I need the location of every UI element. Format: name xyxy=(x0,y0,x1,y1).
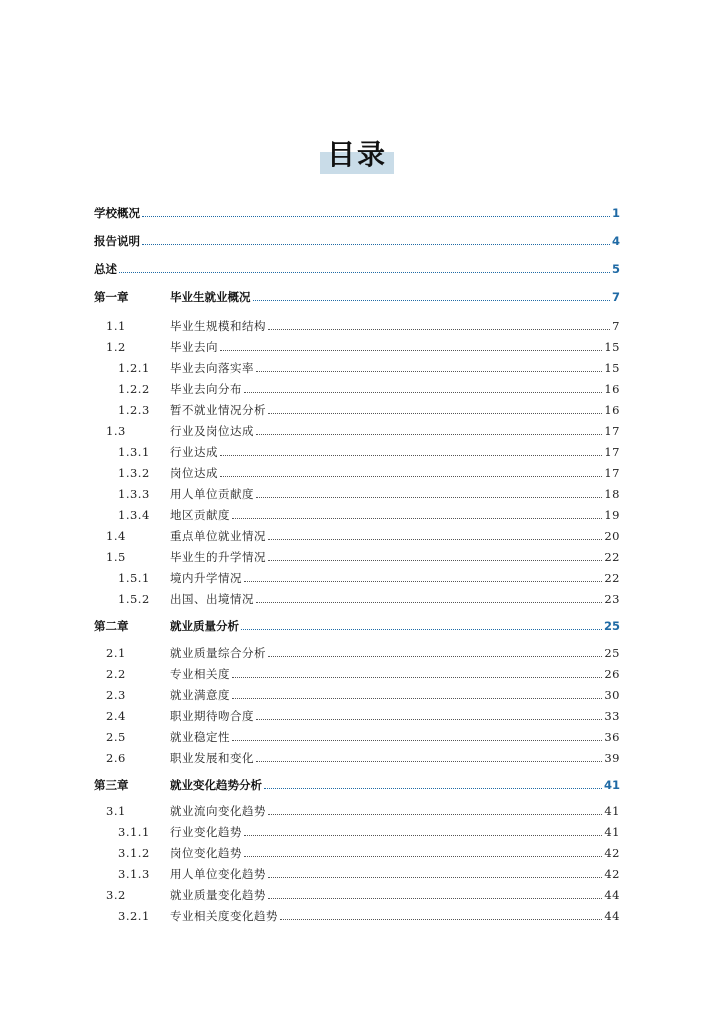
toc-leader-dots xyxy=(268,897,602,899)
toc-entry-page: 1 xyxy=(611,206,620,220)
toc-entry-number: 3.1.1 xyxy=(118,825,150,839)
toc-entry-number: 1.3.2 xyxy=(118,466,150,480)
toc-leader-dots xyxy=(220,349,602,351)
toc-entry-page: 41 xyxy=(604,825,620,839)
toc-entry-number: 1.5 xyxy=(106,550,126,564)
toc-leader-dots xyxy=(220,454,602,456)
toc-entry-page: 44 xyxy=(604,888,620,902)
toc-entry[interactable] xyxy=(94,640,620,660)
toc-entry-page: 39 xyxy=(604,751,620,765)
toc-entry-number: 1.4 xyxy=(106,529,126,543)
toc-entry[interactable] xyxy=(94,228,620,248)
toc-entry-label: 行业变化趋势 xyxy=(170,825,242,839)
toc-leader-dots xyxy=(256,433,602,435)
toc-entry[interactable] xyxy=(94,397,620,417)
toc-entry[interactable] xyxy=(94,798,620,818)
toc-leader-dots xyxy=(232,739,602,741)
toc-entry-number: 1.3.4 xyxy=(118,508,150,522)
toc-entry-page: 17 xyxy=(604,424,620,438)
toc-entry[interactable] xyxy=(94,882,620,902)
toc-entry-label: 行业及岗位达成 xyxy=(170,424,254,438)
toc-leader-dots xyxy=(142,215,610,217)
toc-leader-dots xyxy=(264,787,602,789)
toc-entry-number: 1.3 xyxy=(106,424,126,438)
toc-entry-label: 专业相关度 xyxy=(170,667,230,681)
toc-leader-dots xyxy=(268,559,602,561)
toc-leader-dots xyxy=(256,601,602,603)
toc-entry-number: 1.3.1 xyxy=(118,445,150,459)
toc-entry-label: 职业发展和变化 xyxy=(170,751,254,765)
toc-entry-number: 1.2.2 xyxy=(118,382,150,396)
toc-entry[interactable] xyxy=(94,418,620,438)
toc-entry[interactable] xyxy=(94,682,620,702)
toc-entry-label: 岗位变化趋势 xyxy=(170,846,242,860)
toc-entry[interactable] xyxy=(94,481,620,501)
toc-entry-number: 1.2.1 xyxy=(118,361,150,375)
toc-entry-page: 19 xyxy=(604,508,620,522)
toc-entry-page: 7 xyxy=(611,290,620,304)
toc-entry[interactable] xyxy=(94,819,620,839)
toc-leader-dots xyxy=(268,538,602,540)
toc-leader-dots xyxy=(256,718,602,720)
toc-entry[interactable] xyxy=(94,724,620,744)
toc-leader-dots xyxy=(232,517,602,519)
toc-leader-dots xyxy=(244,391,602,393)
toc-entry[interactable] xyxy=(94,613,620,633)
toc-leader-dots xyxy=(232,676,602,678)
toc-entry-page: 33 xyxy=(604,709,620,723)
toc-leader-dots xyxy=(244,580,602,582)
toc-entry-label: 就业质量综合分析 xyxy=(170,646,266,660)
toc-entry-label: 出国、出境情况 xyxy=(170,592,254,606)
toc-entry-number: 2.2 xyxy=(106,667,126,681)
toc-entry[interactable] xyxy=(94,376,620,396)
toc-entry-label: 报告说明 xyxy=(94,234,140,248)
toc-entry-page: 25 xyxy=(604,646,620,660)
toc-entry-label: 就业流向变化趋势 xyxy=(170,804,266,818)
toc-entry-number: 1.1 xyxy=(106,319,126,333)
toc-entry[interactable] xyxy=(94,586,620,606)
toc-entry[interactable] xyxy=(94,661,620,681)
toc-entry-page: 17 xyxy=(604,445,620,459)
toc-leader-dots xyxy=(253,299,610,301)
toc-entry-page: 42 xyxy=(604,846,620,860)
toc-entry[interactable] xyxy=(94,745,620,765)
toc-entry[interactable] xyxy=(94,703,620,723)
toc-entry-label: 地区贡献度 xyxy=(170,508,230,522)
toc-entry-label: 行业达成 xyxy=(170,445,218,459)
toc-entry-page: 16 xyxy=(604,382,620,396)
toc-entry-number: 第一章 xyxy=(94,290,129,304)
toc-entry-page: 17 xyxy=(604,466,620,480)
toc-leader-dots xyxy=(256,370,602,372)
toc-leader-dots xyxy=(119,271,610,273)
toc-entry[interactable] xyxy=(94,355,620,375)
toc-entry-page: 23 xyxy=(604,592,620,606)
toc-entry-number: 3.1 xyxy=(106,804,126,818)
toc-entry-number: 1.2.3 xyxy=(118,403,150,417)
toc-entry[interactable] xyxy=(94,903,620,923)
toc-leader-dots xyxy=(244,855,602,857)
toc-leader-dots xyxy=(268,655,602,657)
toc-entry-page: 36 xyxy=(604,730,620,744)
toc-entry-label: 暂不就业情况分析 xyxy=(170,403,266,417)
toc-leader-dots xyxy=(256,760,602,762)
toc-entry-page: 41 xyxy=(604,804,620,818)
toc-entry-page: 26 xyxy=(604,667,620,681)
toc-entry-page: 15 xyxy=(604,361,620,375)
toc-leader-dots xyxy=(244,834,602,836)
toc-entry-label: 毕业生规模和结构 xyxy=(170,319,266,333)
toc-entry-page: 18 xyxy=(604,487,620,501)
toc-entry-page: 22 xyxy=(604,571,620,585)
toc-entry-label: 用人单位贡献度 xyxy=(170,487,254,501)
toc-entry-number: 2.6 xyxy=(106,751,126,765)
toc-entry[interactable] xyxy=(94,200,620,220)
toc-entry-number: 1.5.2 xyxy=(118,592,150,606)
toc-entry-number: 3.1.3 xyxy=(118,867,150,881)
toc-entry[interactable] xyxy=(94,284,620,304)
toc-entry-label: 就业质量分析 xyxy=(170,619,239,633)
toc-entry-number: 第二章 xyxy=(94,619,129,633)
toc-entry-label: 毕业生就业概况 xyxy=(170,290,251,304)
toc-entry[interactable] xyxy=(94,861,620,881)
toc-entry-label: 总述 xyxy=(94,262,117,276)
toc-title-block xyxy=(320,138,394,174)
toc-entry[interactable] xyxy=(94,256,620,276)
toc-entry-page: 4 xyxy=(611,234,620,248)
toc-entry-label: 就业稳定性 xyxy=(170,730,230,744)
toc-entry-label: 毕业去向 xyxy=(170,340,218,354)
toc-leader-dots xyxy=(268,813,602,815)
toc-entry-page: 22 xyxy=(604,550,620,564)
toc-entry-label: 境内升学情况 xyxy=(170,571,242,585)
toc-entry-label: 就业质量变化趋势 xyxy=(170,888,266,902)
toc-entry-page: 30 xyxy=(604,688,620,702)
toc-entry[interactable] xyxy=(94,565,620,585)
toc-entry-page: 5 xyxy=(611,262,620,276)
toc-leader-dots xyxy=(232,697,602,699)
toc-entry[interactable] xyxy=(94,544,620,564)
toc-leader-dots xyxy=(142,243,610,245)
toc-entry-page: 25 xyxy=(603,619,620,633)
toc-leader-dots xyxy=(220,475,602,477)
toc-entry-label: 专业相关度变化趋势 xyxy=(170,909,278,923)
toc-entry[interactable] xyxy=(94,502,620,522)
toc-leader-dots xyxy=(268,876,602,878)
toc-entry-page: 41 xyxy=(603,778,620,792)
toc-entry-label: 毕业去向落实率 xyxy=(170,361,254,375)
toc-entry[interactable] xyxy=(94,313,620,333)
toc-entry[interactable] xyxy=(94,523,620,543)
toc-entry-label: 毕业生的升学情况 xyxy=(170,550,266,564)
toc-entry-label: 岗位达成 xyxy=(170,466,218,480)
toc-leader-dots xyxy=(280,918,602,920)
toc-entry-number: 2.5 xyxy=(106,730,126,744)
toc-entry-number: 1.3.3 xyxy=(118,487,150,501)
toc-entry-label: 用人单位变化趋势 xyxy=(170,867,266,881)
toc-entry-page: 20 xyxy=(604,529,620,543)
page-title: 目录 xyxy=(326,138,387,171)
toc-entry-label: 职业期待吻合度 xyxy=(170,709,254,723)
toc-entry[interactable] xyxy=(94,772,620,792)
toc-entry-number: 1.5.1 xyxy=(118,571,150,585)
toc-entry-number: 3.2 xyxy=(106,888,126,902)
toc-entry-page: 44 xyxy=(604,909,620,923)
toc-entry-page: 42 xyxy=(604,867,620,881)
toc-entry-number: 2.1 xyxy=(106,646,126,660)
toc-entry-number: 2.4 xyxy=(106,709,126,723)
toc-entry[interactable] xyxy=(94,439,620,459)
toc-entry-label: 就业变化趋势分析 xyxy=(170,778,262,792)
toc-entry-number: 3.1.2 xyxy=(118,846,150,860)
toc-entry-label: 就业满意度 xyxy=(170,688,230,702)
toc-entry-number: 1.2 xyxy=(106,340,126,354)
toc-leader-dots xyxy=(268,328,610,330)
toc-entry-page: 16 xyxy=(604,403,620,417)
toc-entry-number: 2.3 xyxy=(106,688,126,702)
toc-leader-dots xyxy=(256,496,602,498)
toc-entry-label: 重点单位就业情况 xyxy=(170,529,266,543)
toc-entry-label: 学校概况 xyxy=(94,206,140,220)
toc-entry-number: 3.2.1 xyxy=(118,909,150,923)
toc-entry[interactable] xyxy=(94,460,620,480)
toc-entry[interactable] xyxy=(94,334,620,354)
toc-entry[interactable] xyxy=(94,840,620,860)
toc-entry-page: 7 xyxy=(612,319,620,333)
toc-entry-page: 15 xyxy=(604,340,620,354)
toc-leader-dots xyxy=(241,628,602,630)
toc-entry-number: 第三章 xyxy=(94,778,129,792)
toc-leader-dots xyxy=(268,412,602,414)
toc-entry-label: 毕业去向分布 xyxy=(170,382,242,396)
